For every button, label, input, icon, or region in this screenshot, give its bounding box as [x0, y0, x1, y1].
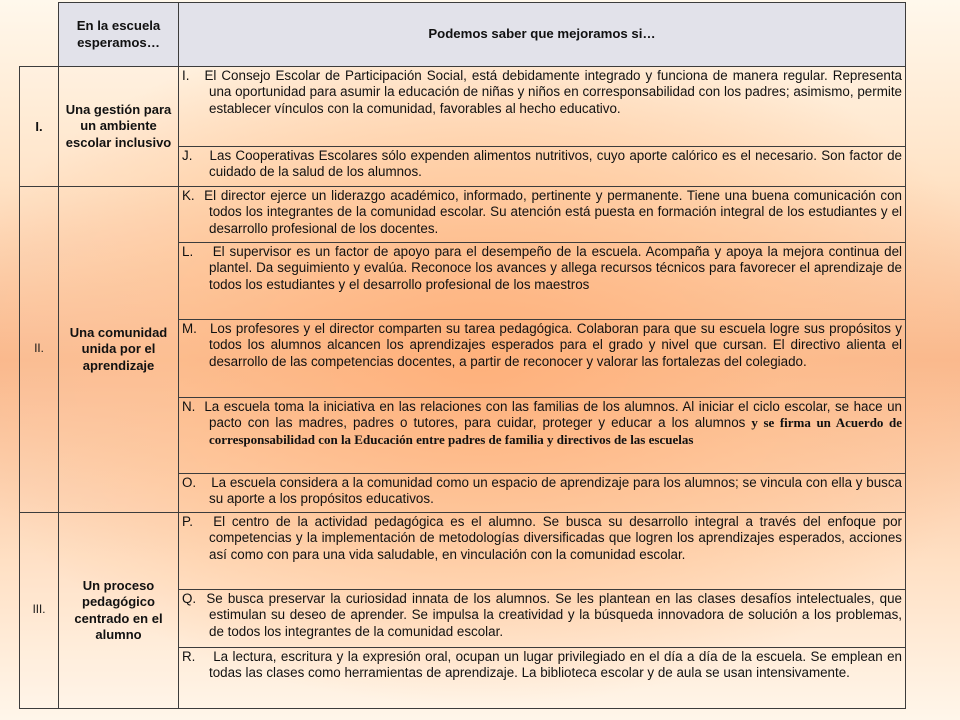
table-row	[20, 513, 906, 590]
item-text: La escuela considera a la comunidad como un espacio de aprendizaje para los alumnos; se vincula con ella y busca su aporte a los propósitos educativos.	[209, 475, 902, 507]
indicator-item	[179, 243, 906, 320]
indicators-table	[19, 2, 906, 709]
item-letter: N.	[182, 399, 196, 414]
item-text: La lectura, escritura y la expresión oral, ocupan un lugar privilegiado en el día a día de la escuela. Se emplean en todas las clases como herramientas de aprendizaje. La biblioteca escolar y de aula se usan intensivamente.	[209, 649, 903, 681]
header-indicators: Podemos saber que mejoramos si…	[179, 3, 906, 67]
item-letter: Q.	[182, 591, 197, 606]
section-number: I.	[20, 67, 59, 187]
item-text: El director ejerce un liderazgo académico, informado, pertinente y permanente. Tiene una buena comunicación con todos los integrantes de la comunidad escolar. Su atención está puesta en formación integral de los estudiantes y el desarrollo profesional de los docentes.	[204, 188, 902, 236]
section-title: Una gestión para un ambiente escolar inclusivo	[59, 67, 179, 187]
section-title: Un proceso pedagógico centrado en el alumno	[59, 513, 179, 709]
item-text: Las Cooperativas Escolares sólo expenden alimentos nutritivos, cuyo aporte calórico es el necesario. Son factor de cuidado de la salud de los alumnos.	[209, 148, 902, 180]
section-title: Una comunidad unida por el aprendizaje	[59, 187, 179, 513]
indicator-item	[179, 187, 906, 243]
indicator-item	[179, 147, 906, 187]
section-number: II.	[20, 187, 59, 513]
item-text-emphasis: y se firma un Acuerdo de corresponsabilidad con la Educación entre padres de familia y directivos de las escuelas	[209, 415, 902, 447]
item-text: El supervisor es un factor de apoyo para el desempeño de la escuela. Acompaña y apoya la mejora continua del plantel. Da seguimiento y evalúa. Reconoce los avances y allega recursos técnicos para favorecer el aprendizaje de todos los estudiantes y el desarrollo profesional de los maestros	[209, 244, 902, 292]
header-row	[20, 3, 906, 67]
item-text: El centro de la actividad pedagógica es el alumno. Se busca su desarrollo integral a través del enfoque por competencias y la implementación de metodologías diversificadas que logren los aprendizajes esperados, acciones así como con para una vida saludable, en vinculación con la comunidad escolar.	[209, 514, 902, 562]
item-letter: R.	[182, 649, 196, 664]
indicator-item	[179, 398, 906, 474]
item-letter: K.	[182, 188, 195, 203]
table-row	[20, 67, 906, 147]
item-letter: P.	[182, 514, 193, 529]
item-text: El Consejo Escolar de Participación Social, está debidamente integrado y funciona de manera regular. Representa una oportunidad para asumir la educación de niñas y niños en corresponsabilidad con los padres; asimismo, permite establecer vínculos con la comunidad, favorables al hecho educativo.	[204, 68, 903, 116]
indicator-item	[179, 67, 906, 147]
item-letter: O.	[182, 475, 197, 490]
item-text: La escuela toma la iniciativa en las relaciones con las familias de los alumnos. Al iniciar el ciclo escolar, se hace un pacto con las madres, padres o tutores, para cuidar, proteger y educar a los alumnos	[204, 399, 902, 431]
item-letter: I.	[182, 68, 190, 83]
indicator-item	[179, 513, 906, 590]
indicator-item	[179, 320, 906, 398]
corner-cell	[20, 3, 59, 67]
table-row	[20, 187, 906, 243]
indicator-item	[179, 648, 906, 709]
indicator-item	[179, 590, 906, 648]
indicator-item	[179, 474, 906, 513]
header-expectations: En la escuela esperamos…	[59, 3, 179, 67]
item-letter: J.	[182, 148, 193, 163]
item-letter: M.	[182, 321, 197, 336]
item-letter: L.	[182, 244, 194, 259]
item-text: Los profesores y el director comparten su tarea pedagógica. Colaboran para que su escuela logre sus propósitos y todos los alumnos alcancen los aprendizajes esperados para el grado y nivel que cursan. El directivo alienta el desarrollo de las competencias docentes, a partir de reconocer y valorar las fortalezas del colegiado.	[209, 321, 902, 369]
item-text: Se busca preservar la curiosidad innata de los alumnos. Se les plantean en las clases desafíos intelectuales, que estimulan su deseo de aprender. Se impulsa la creatividad y la búsqueda innovadora de solución a los problemas, de todos los integrantes de la comunidad escolar.	[206, 591, 902, 639]
section-number: III.	[20, 513, 59, 709]
